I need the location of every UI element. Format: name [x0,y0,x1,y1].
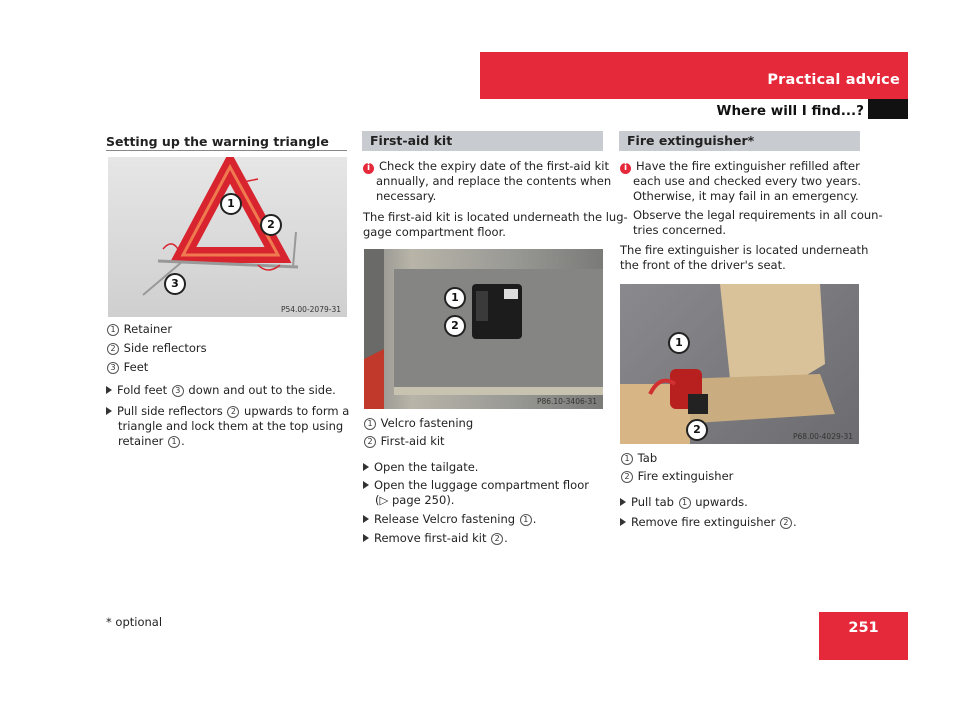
subsection-title: Where will I find...? [716,103,864,119]
arrow-icon [363,481,369,489]
info-note-line: annually, and replace the contents when [376,174,612,188]
step: Remove fire extinguisher 2 . [620,515,797,530]
legend-item: 1 Tab [620,451,657,466]
driver-seat-illustration [620,284,859,444]
info-note-line: tries concerned. [633,223,727,237]
footnote: * optional [106,615,163,629]
info-note-line: necessary. [376,189,437,203]
heading-rule [106,150,347,151]
step: Pull side reflectors 2 upwards to form a [106,404,349,419]
arrow-icon [363,515,369,523]
fire-extinguisher-image [620,284,859,444]
step: Remove first-aid kit 2 . [363,531,508,546]
step: Release Velcro fastening 1 . [363,512,536,527]
callout-1: 1 [444,287,466,309]
legend-item: 1 Velcro fastening [363,416,473,431]
step-continuation: triangle and lock them at the top using [118,419,344,433]
warning-triangle-heading: Setting up the warning triangle [106,134,329,149]
arrow-icon [363,534,369,542]
info-note: i Have the fire extinguisher refilled after [620,159,860,174]
warning-triangle-image [108,157,347,317]
callout-1: 1 [668,332,690,354]
arrow-icon [363,463,369,471]
legend-item: 3 Feet [106,360,148,375]
callout-2: 2 [444,315,466,337]
info-note-line: Observe the legal requirements in all coun- [633,208,883,222]
callout-2: 2 [686,419,708,441]
legend-item: 1 Retainer [106,322,172,337]
legend-item: 2 Fire extinguisher [620,469,733,484]
callout-2: 2 [260,214,282,236]
arrow-icon [106,407,112,415]
first-aid-kit-image [364,249,603,409]
section-title: Practical advice [767,72,900,88]
image-code: P86.10-3406-31 [536,397,597,406]
info-note-line: each use and checked every two years. [633,174,862,188]
paragraph-line: the front of the driver's seat. [620,258,786,272]
image-code: P68.00-4029-31 [792,432,853,441]
legend-item: 2 First-aid kit [363,434,445,449]
luggage-compartment-illustration [364,249,603,409]
fire-extinguisher-heading: Fire extinguisher* [619,131,860,151]
warning-triangle-illustration [108,157,347,317]
info-icon: i [363,163,374,174]
page-number: 251 [848,620,879,636]
callout-3: 3 [164,273,186,295]
step-continuation: (▷ page 250). [375,493,455,507]
info-note: i Check the expiry date of the first-aid kit [363,159,609,174]
paragraph-line: gage compartment floor. [363,225,506,239]
header-tab-marker [868,99,908,119]
paragraph-line: The fire extinguisher is located underneath [620,243,869,257]
arrow-icon [620,498,626,506]
info-note-line: Otherwise, it may fail in an emergency. [633,189,859,203]
step: Open the luggage compartment floor [363,478,589,493]
step: Pull tab 1 upwards. [620,495,748,510]
step-continuation: retainer 1 . [118,434,185,448]
arrow-icon [106,386,112,394]
step: Fold feet 3 down and out to the side. [106,383,336,398]
callout-1: 1 [220,193,242,215]
image-code: P54.00-2079-31 [280,305,341,314]
arrow-icon [620,518,626,526]
info-icon: i [620,163,631,174]
legend-item: 2 Side reflectors [106,341,207,356]
paragraph-line: The first-aid kit is located underneath the lug- [363,210,628,224]
step: Open the tailgate. [363,460,478,475]
first-aid-kit-heading: First-aid kit [362,131,603,151]
